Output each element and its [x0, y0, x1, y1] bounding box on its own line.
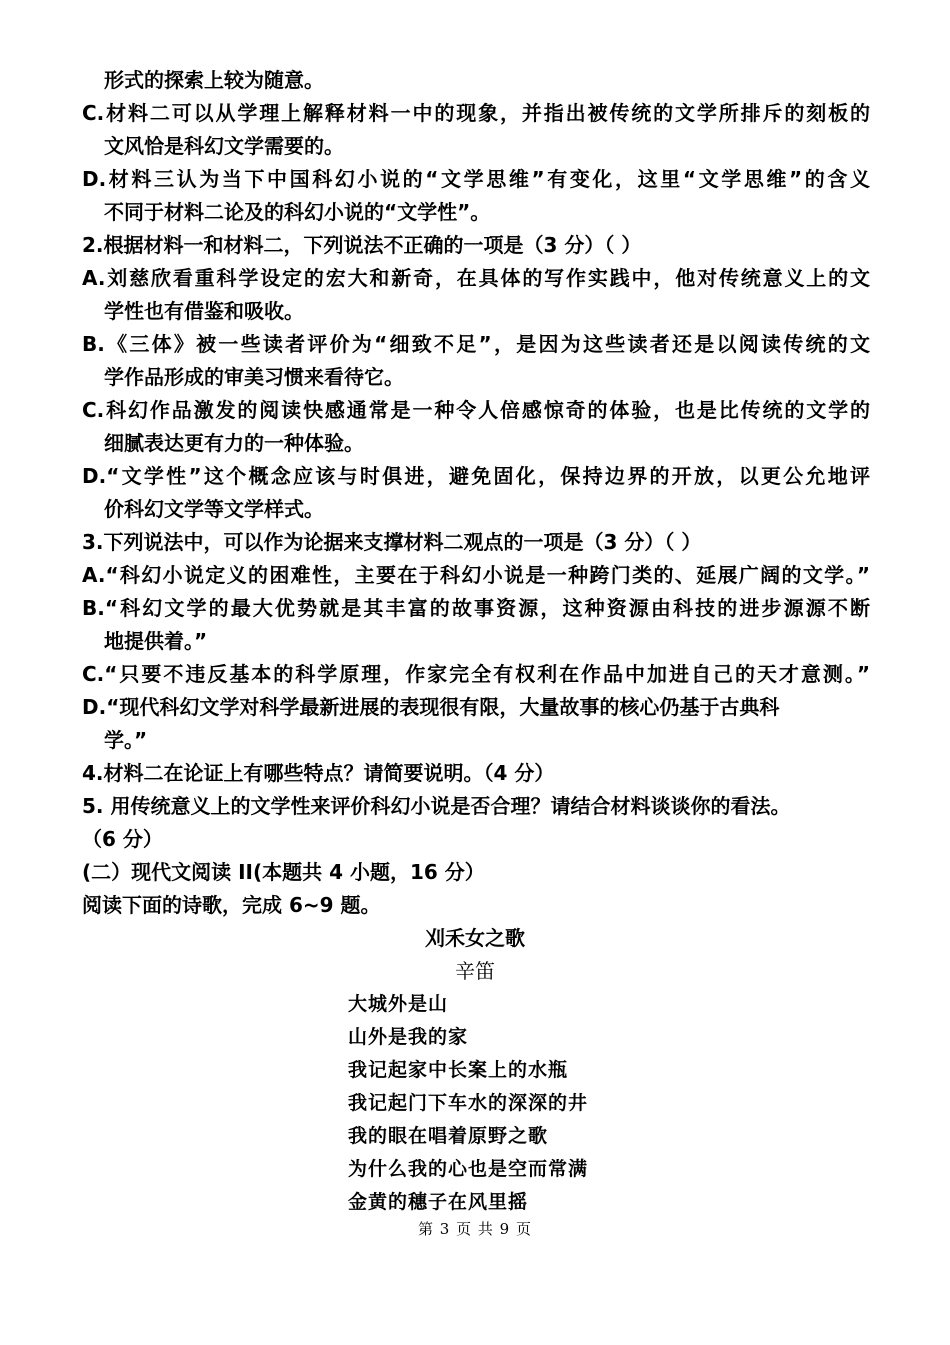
option-a-line: A.“科幻小说定义的困难性，主要在于科幻小说是一种跨门类的、延展广阔的文学。” [82, 563, 870, 587]
text-line: 学。” [104, 728, 148, 752]
text-line: 文风恰是科幻文学需要的。 [104, 134, 344, 158]
text-line: 学作品形成的审美习惯来看待它。 [104, 365, 404, 389]
text-line: 学性也有借鉴和吸收。 [104, 299, 304, 323]
poem-line: 大城外是山 [348, 993, 449, 1015]
question-5: 5. 用传统意义上的文学性来评价科幻小说是否合理？请结合材料谈谈你的看法。 [82, 794, 791, 818]
text-line: 不同于材料二论及的科幻小说的“文学性”。 [104, 200, 491, 224]
text-line: 价科幻文学等文学样式。 [104, 497, 324, 521]
option-b-line: B.“科幻文学的最大优势就是其丰富的故事资源，这种资源由科技的进步源源不断 [82, 596, 870, 620]
option-d-line: D.材料三认为当下中国科幻小说的“文学思维”有变化，这里“文学思维”的含义 [82, 167, 870, 191]
poem-line: 为什么我的心也是空而常满 [348, 1158, 589, 1180]
option-d-line: D.“文学性”这个概念应该与时俱进，避免固化，保持边界的开放，以更公允地评 [82, 464, 870, 488]
poem-line: 我记起门下车水的深深的井 [348, 1092, 589, 1114]
question-2: 2.根据材料一和材料二，下列说法不正确的一项是（3 分）（ ） [82, 233, 642, 257]
option-a-line: A.刘慈欣看重科学设定的宏大和新奇，在具体的写作实践中，他对传统意义上的文 [82, 266, 870, 290]
page-number-footer: 第 3 页 共 9 页 [418, 1220, 532, 1238]
reading-instruction: 阅读下面的诗歌，完成 6~9 题。 [82, 893, 381, 917]
poem-line: 山外是我的家 [348, 1026, 469, 1048]
text-line: 细腻表达更有力的一种体验。 [104, 431, 364, 455]
question-4: 4.材料二在论证上有哪些特点？请简要说明。（4 分） [82, 761, 555, 785]
option-c-line: C.材料二可以从学理上解释材料一中的现象，并指出被传统的文学所排斥的刻板的 [82, 101, 870, 125]
option-d-line: D.“现代科幻文学对科学最新进展的表现很有限，大量故事的核心仍基于古典科 [82, 695, 780, 719]
poem-line: 金黄的穗子在风里摇 [348, 1191, 529, 1213]
poem-author: 辛笛 [455, 959, 495, 983]
section-heading: (二）现代文阅读 II(本题共 4 小题，16 分） [82, 860, 485, 884]
poem-title: 刈禾女之歌 [425, 926, 525, 950]
text-line: 地提供着。” [104, 629, 208, 653]
option-c-line: C.“只要不违反基本的科学原理，作家完全有权利在作品中加进自己的天才意测。” [82, 662, 870, 686]
poem-line: 我的眼在唱着原野之歌 [348, 1125, 549, 1147]
option-b-line: B.《三体》被一些读者评价为“细致不足”，是因为这些读者还是以阅读传统的文 [82, 332, 870, 356]
question-5-score: （6 分） [82, 827, 163, 851]
question-3: 3.下列说法中，可以作为论据来支撑材料二观点的一项是（3 分）（ ） [82, 530, 702, 554]
option-c-line: C.科幻作品激发的阅读快感通常是一种令人倍感惊奇的体验，也是比传统的文学的 [82, 398, 870, 422]
poem-line: 我记起家中长案上的水瓶 [348, 1059, 569, 1081]
text-line: 形式的探索上较为随意。 [104, 68, 324, 92]
